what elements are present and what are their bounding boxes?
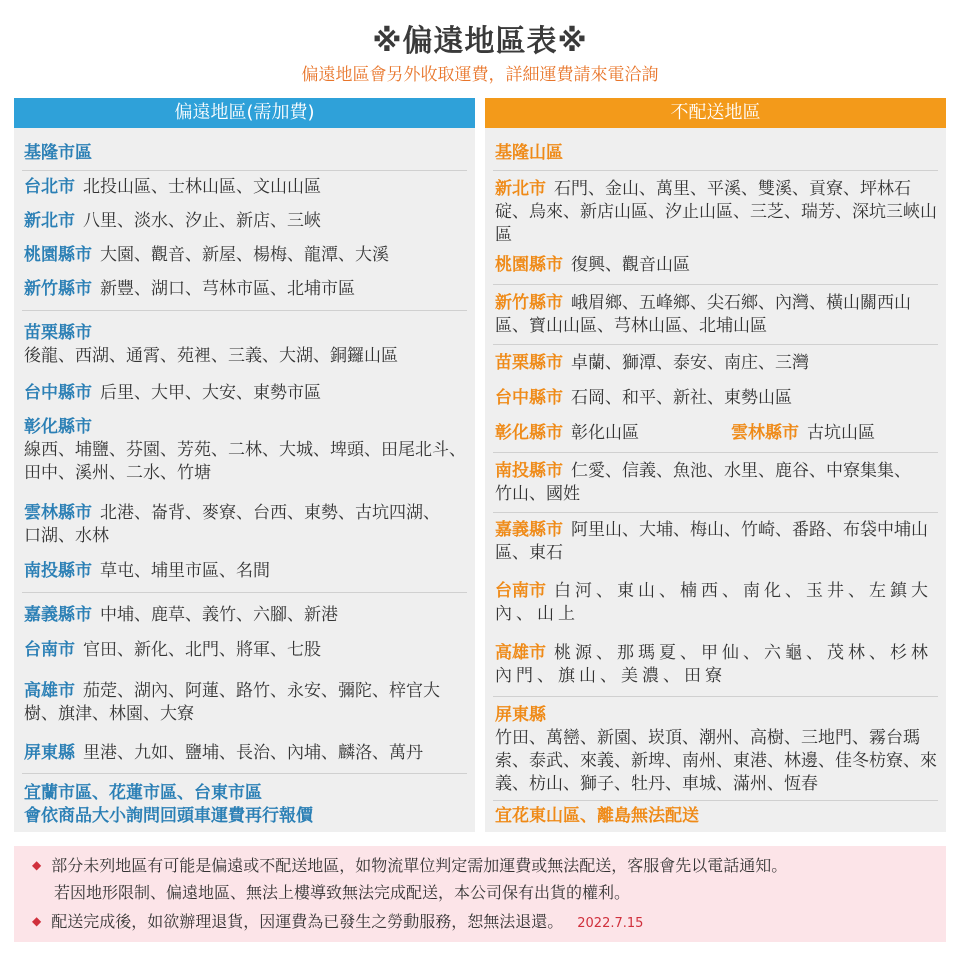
- region-areas: 桃源、那瑪夏、甲仙、六龜、茂林、杉林內門、旗山、美濃、田寮: [495, 643, 932, 686]
- region-name: 台中縣市: [24, 383, 92, 403]
- region-name: 台南市: [24, 640, 75, 660]
- list-item: [24, 416, 470, 485]
- divider: [493, 170, 938, 171]
- divider: [493, 512, 938, 513]
- region-name: 台中縣市: [495, 388, 563, 408]
- region-areas: 茄萣、湖內、阿蓮、路竹、永安、彌陀、梓官大樹、旗津、林園、大寮: [24, 681, 440, 724]
- list-item: [495, 580, 935, 626]
- notice-line: [54, 882, 936, 904]
- list-item: [24, 502, 444, 548]
- list-item: [24, 782, 469, 805]
- list-item: [24, 805, 469, 828]
- region-name: 新北市: [24, 211, 75, 231]
- list-item: [495, 387, 940, 410]
- list-item: [24, 604, 469, 627]
- region-areas: 後龍、西湖、通霄、苑裡、三義、大湖、銅鑼山區: [24, 346, 398, 366]
- region-areas: 白河、東山、楠西、南化、玉井、左鎮大內、山上: [495, 581, 932, 624]
- list-item: [24, 560, 469, 583]
- region-name: 苗栗縣市: [24, 323, 92, 343]
- list-item: [731, 422, 940, 445]
- list-item: [24, 278, 469, 301]
- region-areas: 阿里山、大埔、梅山、竹崎、番路、布袋中埔山區、東石: [495, 520, 928, 563]
- region-name: 宜花東山區、離島無法配送: [495, 806, 699, 826]
- region-name: 南投縣市: [24, 561, 92, 581]
- region-name: 桃園縣市: [495, 255, 563, 275]
- region-areas: 后里、大甲、大安、東勢市區: [100, 383, 321, 403]
- remote-area-header: 偏遠地區(需加費): [14, 98, 475, 128]
- page-title: ※偏遠地區表※: [372, 24, 588, 59]
- region-areas: 線西、埔鹽、芬園、芳苑、二林、大城、埤頭、田尾北斗、田中、溪州、二水、竹塘: [24, 440, 466, 483]
- no-delivery-header: 不配送地區: [485, 98, 946, 128]
- list-item: [24, 382, 469, 405]
- region-areas: 草屯、埔里市區、名間: [100, 561, 270, 581]
- list-item: [495, 805, 940, 828]
- diamond-bullet-icon: ◆: [32, 914, 42, 928]
- diamond-bullet-icon: ◆: [32, 858, 42, 872]
- list-item: [24, 142, 469, 165]
- divider: [493, 344, 938, 345]
- region-areas: 新豐、湖口、芎林市區、北埔市區: [100, 279, 355, 299]
- list-item: [495, 704, 941, 796]
- list-item: [495, 292, 925, 338]
- divider: [22, 592, 467, 593]
- region-name: 雲林縣市: [731, 423, 799, 443]
- notice-text: 部分未列地區有可能是偏遠或不配送地區，如物流單位判定需加運費或無法配送，客服會先以電話通知。: [51, 856, 788, 875]
- region-name: 苗栗縣市: [495, 353, 563, 373]
- divider: [22, 310, 467, 311]
- region-name: 基隆市區: [24, 143, 92, 163]
- notice-text: 配送完成後，如欲辦理退貨，因運費為已發生之勞動服務，恕無法退還。: [51, 912, 564, 931]
- region-name: 新竹縣市: [24, 279, 92, 299]
- remote-area-panel: [14, 98, 475, 832]
- notice-box: [14, 846, 946, 942]
- region-name: 雲林縣市: [24, 503, 92, 523]
- region-name: 高雄市: [495, 643, 546, 663]
- region-name: 嘉義縣市: [24, 605, 92, 625]
- list-item: [24, 639, 469, 662]
- region-areas: 北投山區、士林山區、文山山區: [83, 177, 321, 197]
- divider: [493, 452, 938, 453]
- region-areas: 八里、淡水、汐止、新店、三峽: [83, 211, 321, 231]
- region-name: 宜蘭市區、花蓮市區、台東市區: [24, 783, 262, 803]
- list-item: [495, 178, 941, 247]
- divider: [22, 170, 467, 171]
- list-item: [495, 142, 940, 165]
- region-name: 彰化縣市: [495, 423, 563, 443]
- list-item: [24, 176, 469, 199]
- divider: [493, 284, 938, 285]
- notice-text: 若因地形限制、偏遠地區、無法上樓導致無法完成配送，本公司保有出貨的權利。: [54, 883, 631, 902]
- region-areas: 石岡、和平、新社、東勢山區: [571, 388, 792, 408]
- region-areas: 里港、九如、鹽埔、長治、內埔、麟洛、萬丹: [83, 743, 423, 763]
- no-delivery-panel: [485, 98, 946, 832]
- region-areas: 仁愛、信義、魚池、水里、鹿谷、中寮集集、竹山、國姓: [495, 461, 911, 504]
- notice-date: 2022.7.15: [577, 916, 644, 931]
- notice-line: [32, 854, 936, 877]
- region-name: 高雄市: [24, 681, 75, 701]
- list-item: [24, 742, 469, 765]
- region-areas: 復興、觀音山區: [571, 255, 690, 275]
- region-name: 嘉義縣市: [495, 520, 563, 540]
- list-item: [24, 210, 469, 233]
- region-name: 台南市: [495, 581, 546, 601]
- region-areas: 古坑山區: [807, 423, 875, 443]
- region-areas: 中埔、鹿草、義竹、六腳、新港: [100, 605, 338, 625]
- region-name: 彰化縣市: [24, 417, 92, 437]
- region-areas: 卓蘭、獅潭、泰安、南庄、三灣: [571, 353, 809, 373]
- region-name: 屏東縣: [495, 705, 546, 725]
- region-name: 基隆山區: [495, 143, 563, 163]
- list-item: [24, 680, 470, 726]
- region-areas: 石門、金山、萬里、平溪、雙溪、貢寮、坪林石碇、烏來、新店山區、汐止山區、三芝、瑞芳、深坑三峽山區: [495, 179, 937, 245]
- list-item: [495, 352, 940, 375]
- list-item: [24, 322, 469, 368]
- region-name: 南投縣市: [495, 461, 563, 481]
- region-name: 屏東縣: [24, 743, 75, 763]
- list-item: [495, 254, 940, 277]
- page-subtitle: 偏遠地區會另外收取運費，詳細運費請來電洽詢: [301, 65, 659, 85]
- divider: [493, 800, 938, 801]
- region-name: 桃園縣市: [24, 245, 92, 265]
- divider: [493, 696, 938, 697]
- region-areas: 彰化山區: [571, 423, 639, 443]
- list-item: [495, 519, 935, 565]
- region-areas: 官田、新化、北門、將軍、七股: [83, 640, 321, 660]
- region-name: 會依商品大小詢問回頭車運費再行報價: [24, 806, 313, 826]
- list-item: [24, 244, 469, 267]
- region-areas: 大園、觀音、新屋、楊梅、龍潭、大溪: [100, 245, 389, 265]
- region-name: 新北市: [495, 179, 546, 199]
- notice-line: [32, 910, 936, 935]
- region-areas: 北港、崙背、麥寮、台西、東勢、古坑四湖、口湖、水林: [24, 503, 440, 546]
- region-areas: 峨眉鄉、五峰鄉、尖石鄉、內灣、橫山關西山區、寶山山區、芎林山區、北埔山區: [495, 293, 911, 336]
- region-name: 台北市: [24, 177, 75, 197]
- region-areas: 竹田、萬巒、新園、崁頂、潮州、高樹、三地門、霧台瑪索、泰武、來義、新埤、南州、東港、林邊、佳冬枋寮、來義、枋山、獅子、牡丹、車城、滿州、恆春: [495, 728, 937, 794]
- list-item: [495, 642, 935, 688]
- region-name: 新竹縣市: [495, 293, 563, 313]
- list-item: [495, 460, 915, 506]
- divider: [22, 773, 467, 774]
